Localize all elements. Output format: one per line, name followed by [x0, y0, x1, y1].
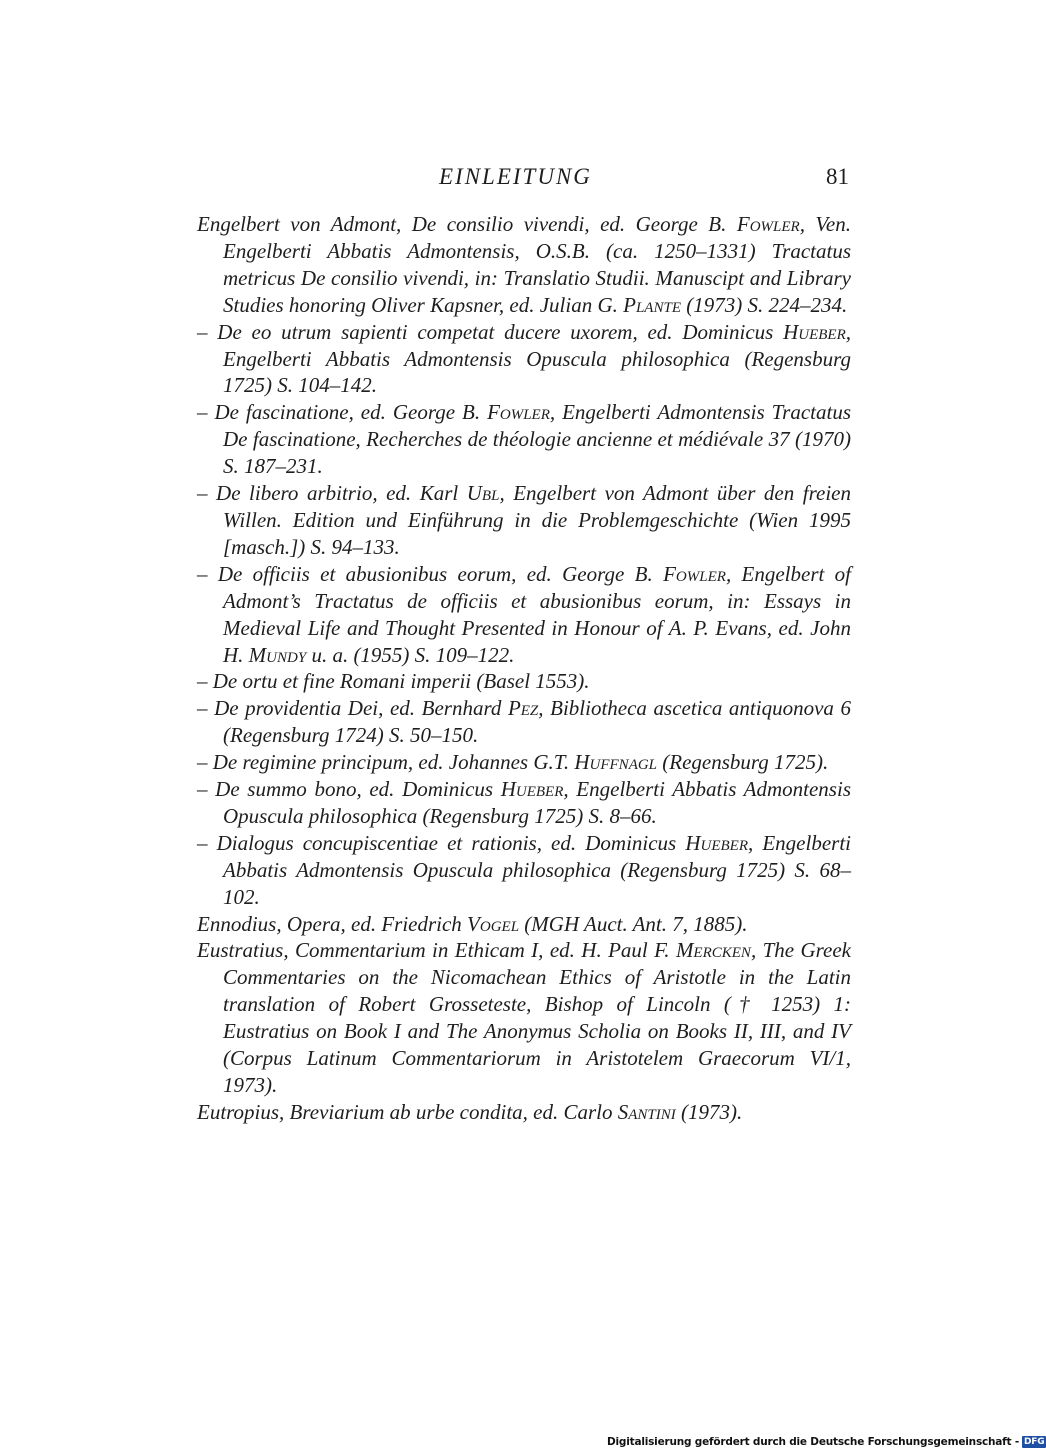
bibliography-entry: – De ortu et fine Romani imperii (Basel 1553). — [197, 669, 590, 694]
running-header-title: EINLEITUNG — [439, 164, 592, 189]
bibliography-entry: – De regimine principum, ed. Johannes G.T. Huffnagl (Regensburg 1725). — [197, 750, 829, 775]
bibliography-entry: Engelbert von Admont, De consilio vivendi, ed. George B. Fowler, Ven. Engelberti Abbatis Admontensis, O.S.B. (ca. 1250–1331) Tractatus metricus De consilio vivendi, in: Translatio Studii. Manuscipt and Library Studies honoring Oliver Kapsner, ed. Julian G. Plante (1973) S. 224–234. — [197, 212, 852, 317]
dfg-logo-icon: DFG — [1023, 1437, 1045, 1447]
bibliography-list — [197, 211, 851, 1126]
bibliography-entry: Ennodius, Opera, ed. Friedrich Vogel (MGH Auct. Ant. 7, 1885). — [197, 911, 748, 936]
bibliography-entry: – De providentia Dei, ed. Bernhard Pez, Bibliotheca ascetica antiquonova 6 (Regensburg 1724) S. 50–150. — [197, 696, 851, 748]
page-number: 81 — [826, 164, 849, 189]
digitization-credit — [607, 1436, 1046, 1449]
bibliography-entry: – De libero arbitrio, ed. Karl Ubl, Engelbert von Admont über den freien Willen. Edition und Einführung in die Problemgeschichte (Wien 1995 [masch.]) S. 94–133. — [197, 481, 851, 559]
bibliography-entry: Eustratius, Commentarium in Ethicam I, ed. H. Paul F. Mercken, The Greek Commentaries on the Nicomachean Ethics of Aristotle in the Latin translation of Robert Grosseteste, Bishop of Lincoln († 1253) 1: Eustratius on Book I and The Anonymus Scholia on Books II, III, and IV (Corpus Latinum Commentariorum in Aristotelem Graecorum VI/1, 1973). — [197, 938, 852, 1097]
bibliography-entry: – De eo utrum sapienti competat ducere uxorem, ed. Dominicus Hueber, Engelberti Abbatis Admontensis Opuscula philosophica (Regensburg 1725) S. 104–142. — [197, 319, 851, 398]
bibliography-entry: Eutropius, Breviarium ab urbe condita, ed. Carlo Santini (1973). — [197, 1099, 743, 1124]
bibliography-entry: – De summo bono, ed. Dominicus Hueber, Engelberti Abbatis Admontensis Opuscula philosophica (Regensburg 1725) S. 8–66. — [197, 777, 851, 828]
bibliography-entry: – Dialogus concupiscentiae et rationis, ed. Dominicus Hueber, Engelberti Abbatis Admontensis Opuscula philosophica (Regensburg 1725) S. 68–102. — [197, 830, 851, 909]
bibliography-entry: – De officiis et abusionibus eorum, ed. George B. Fowler, Engelbert of Admont’s Tractatus de officiis et abusionibus eorum, in: Essays in Medieval Life and Thought Presented in Honour of A. P. Evans, ed. John H. Mundy u. a. (1955) S. 109–122. — [197, 561, 852, 667]
bibliography-entry: – De fascinatione, ed. George B. Fowler, Engelberti Admontensis Tractatus De fascinatione, Recherches de théologie ancienne et médiévale 37 (1970) S. 187–231. — [197, 400, 851, 479]
digitization-credit-text: Digitalisierung gefördert durch die Deutsche Forschungsgemeinschaft - — [607, 1436, 1019, 1448]
